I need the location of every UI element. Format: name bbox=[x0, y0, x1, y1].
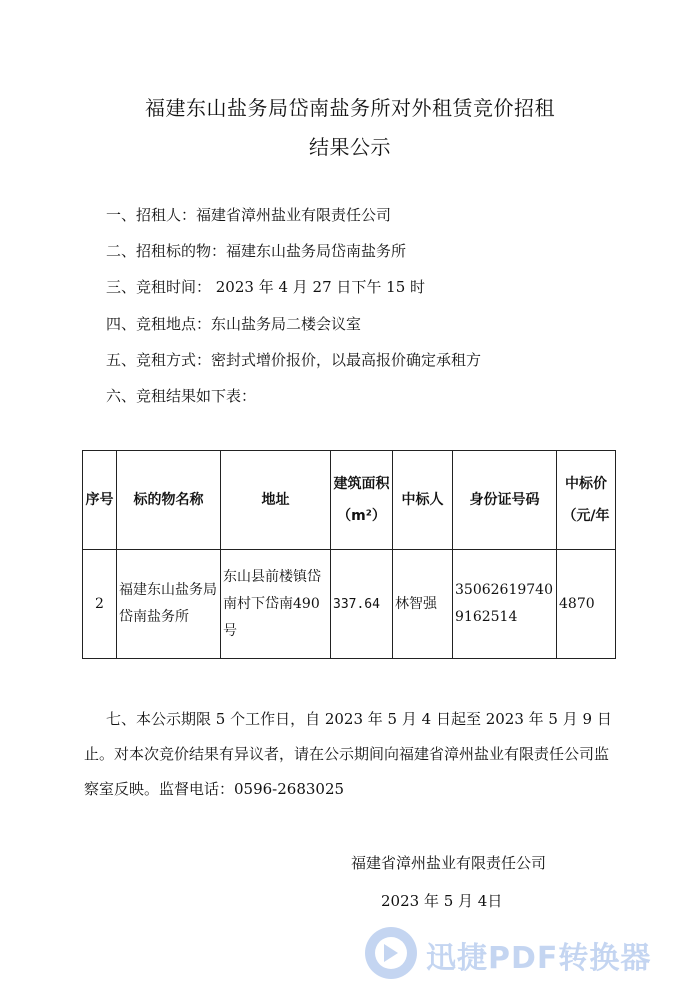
signature-date: 2023 年 5 月 4日 bbox=[381, 892, 503, 910]
cell-address: 东山县前楼镇岱南村下岱南490号 bbox=[221, 550, 331, 659]
item-time: 三、竞租时间： 2023 年 4 月 27 日下午 15 时 bbox=[106, 278, 426, 296]
item-location: 四、竞租地点：东山盐务局二楼会议室 bbox=[106, 315, 362, 333]
header-id-number: 身份证号码 bbox=[453, 451, 557, 550]
table-row bbox=[83, 550, 616, 659]
header-seq: 序号 bbox=[83, 451, 117, 550]
pdf-converter-logo-icon bbox=[362, 924, 420, 986]
notice-text: 七、本公示期限 5 个工作日，自 2023 年 5 月 4 日起至 2023 年 5 月 9 日止。对本次竞价结果有异议者，请在公示期间向福建省漳州盐业有限责任公司监察室反映。监督电话：0596-2683025 bbox=[84, 710, 612, 798]
cell-winner: 林智强 bbox=[393, 550, 453, 659]
table-header-row bbox=[83, 451, 616, 550]
page-title: 福建东山盐务局岱南盐务所对外租赁竞价招租 bbox=[145, 96, 555, 120]
item-subject: 二、招租标的物：福建东山盐务局岱南盐务所 bbox=[106, 242, 407, 260]
watermark bbox=[362, 924, 651, 986]
header-winner: 中标人 bbox=[393, 451, 453, 550]
notice-paragraph bbox=[84, 702, 618, 807]
watermark-text: 迅捷PDF转换器 bbox=[426, 941, 652, 976]
item-results-intro: 六、竞租结果如下表： bbox=[106, 387, 257, 405]
signature-org: 福建省漳州盐业有限责任公司 bbox=[351, 854, 547, 872]
page-subtitle: 结果公示 bbox=[309, 135, 391, 159]
cell-price: 4870 bbox=[557, 550, 616, 659]
cell-name: 福建东山盐务局岱南盐务所 bbox=[117, 550, 221, 659]
item-lessor: 一、招租人：福建省漳州盐业有限责任公司 bbox=[106, 206, 392, 224]
header-price: 中标价（元/年 bbox=[557, 451, 616, 550]
cell-seq: 2 bbox=[83, 550, 117, 659]
item-method: 五、竞租方式：密封式增价报价，以最高报价确定承租方 bbox=[106, 351, 482, 369]
results-table bbox=[82, 450, 616, 659]
cell-area: 337.64 bbox=[331, 550, 393, 659]
header-area: 建筑面积（m²） bbox=[331, 451, 393, 550]
header-address: 地址 bbox=[221, 451, 331, 550]
header-name: 标的物名称 bbox=[117, 451, 221, 550]
cell-id-number: 350626197409162514 bbox=[453, 550, 557, 659]
